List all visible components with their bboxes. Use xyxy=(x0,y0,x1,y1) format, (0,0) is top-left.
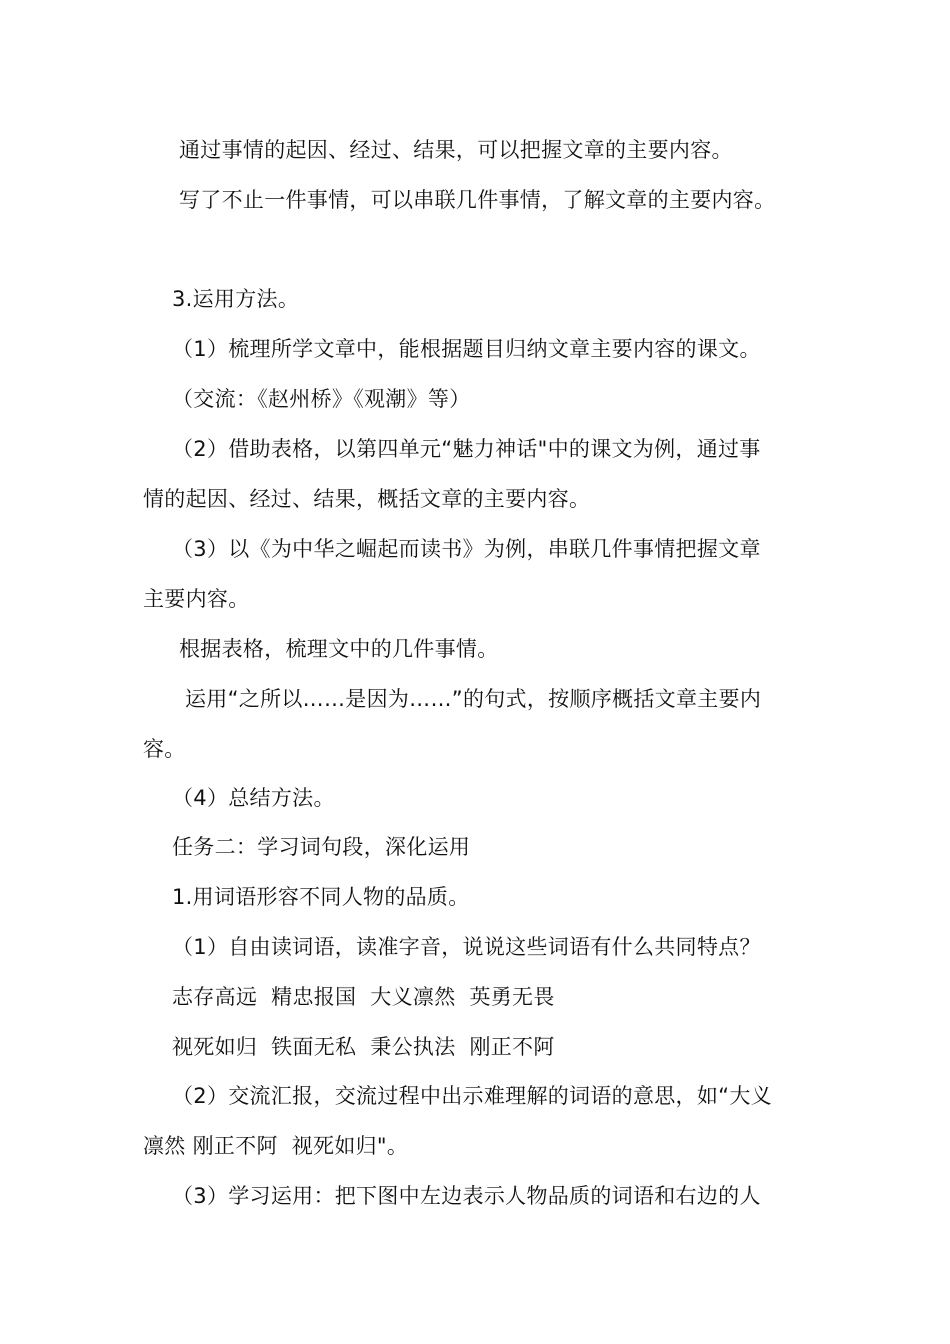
paragraph-line: 容。 xyxy=(143,737,186,761)
paragraph-line: 通过事情的起因、经过、结果，可以把握文章的主要内容。 xyxy=(179,138,733,162)
section-heading: 3.运用方法。 xyxy=(172,287,300,311)
paragraph-line: （4）总结方法。 xyxy=(172,786,335,810)
paragraph-line: （1）自由读词语，读准字音，说说这些词语有什么共同特点？ xyxy=(172,935,761,959)
paragraph-line: （3）学习运用：把下图中左边表示人物品质的词语和右边的人 xyxy=(172,1184,761,1208)
paragraph-line: （1）梳理所学文章中，能根据题目归纳文章主要内容的课文。 xyxy=(172,337,761,361)
paragraph-line: 写了不止一件事情，可以串联几件事情，了解文章的主要内容。 xyxy=(179,188,776,212)
paragraph-line: 运用“之所以……是因为……”的句式，按顺序概括文章主要内 xyxy=(185,687,762,711)
word-list-line: 视死如归 铁面无私 秉公执法 刚正不阿 xyxy=(172,1035,555,1059)
paragraph-line: 情的起因、经过、结果，概括文章的主要内容。 xyxy=(143,487,591,511)
section-heading: 任务二：学习词句段，深化运用 xyxy=(172,835,471,859)
paragraph-line: （交流：《赵州桥》《观潮》等） xyxy=(172,387,471,411)
word-list-line: 志存高远 精忠报国 大义凛然 英勇无畏 xyxy=(172,985,555,1009)
paragraph-line: （2）借助表格，以第四单元“魅力神话"中的课文为例，通过事 xyxy=(172,437,761,461)
paragraph-line: （3）以《为中华之崛起而读书》为例，串联几件事情把握文章 xyxy=(172,537,761,561)
paragraph-line: 根据表格，梳理文中的几件事情。 xyxy=(179,637,499,661)
paragraph-line: 主要内容。 xyxy=(143,587,250,611)
paragraph-line: 凛然 刚正不阿 视死如归"。 xyxy=(143,1134,409,1158)
section-heading: 1.用词语形容不同人物的品质。 xyxy=(172,885,470,909)
paragraph-line: （2）交流汇报，交流过程中出示难理解的词语的意思，如“大义 xyxy=(172,1084,772,1108)
